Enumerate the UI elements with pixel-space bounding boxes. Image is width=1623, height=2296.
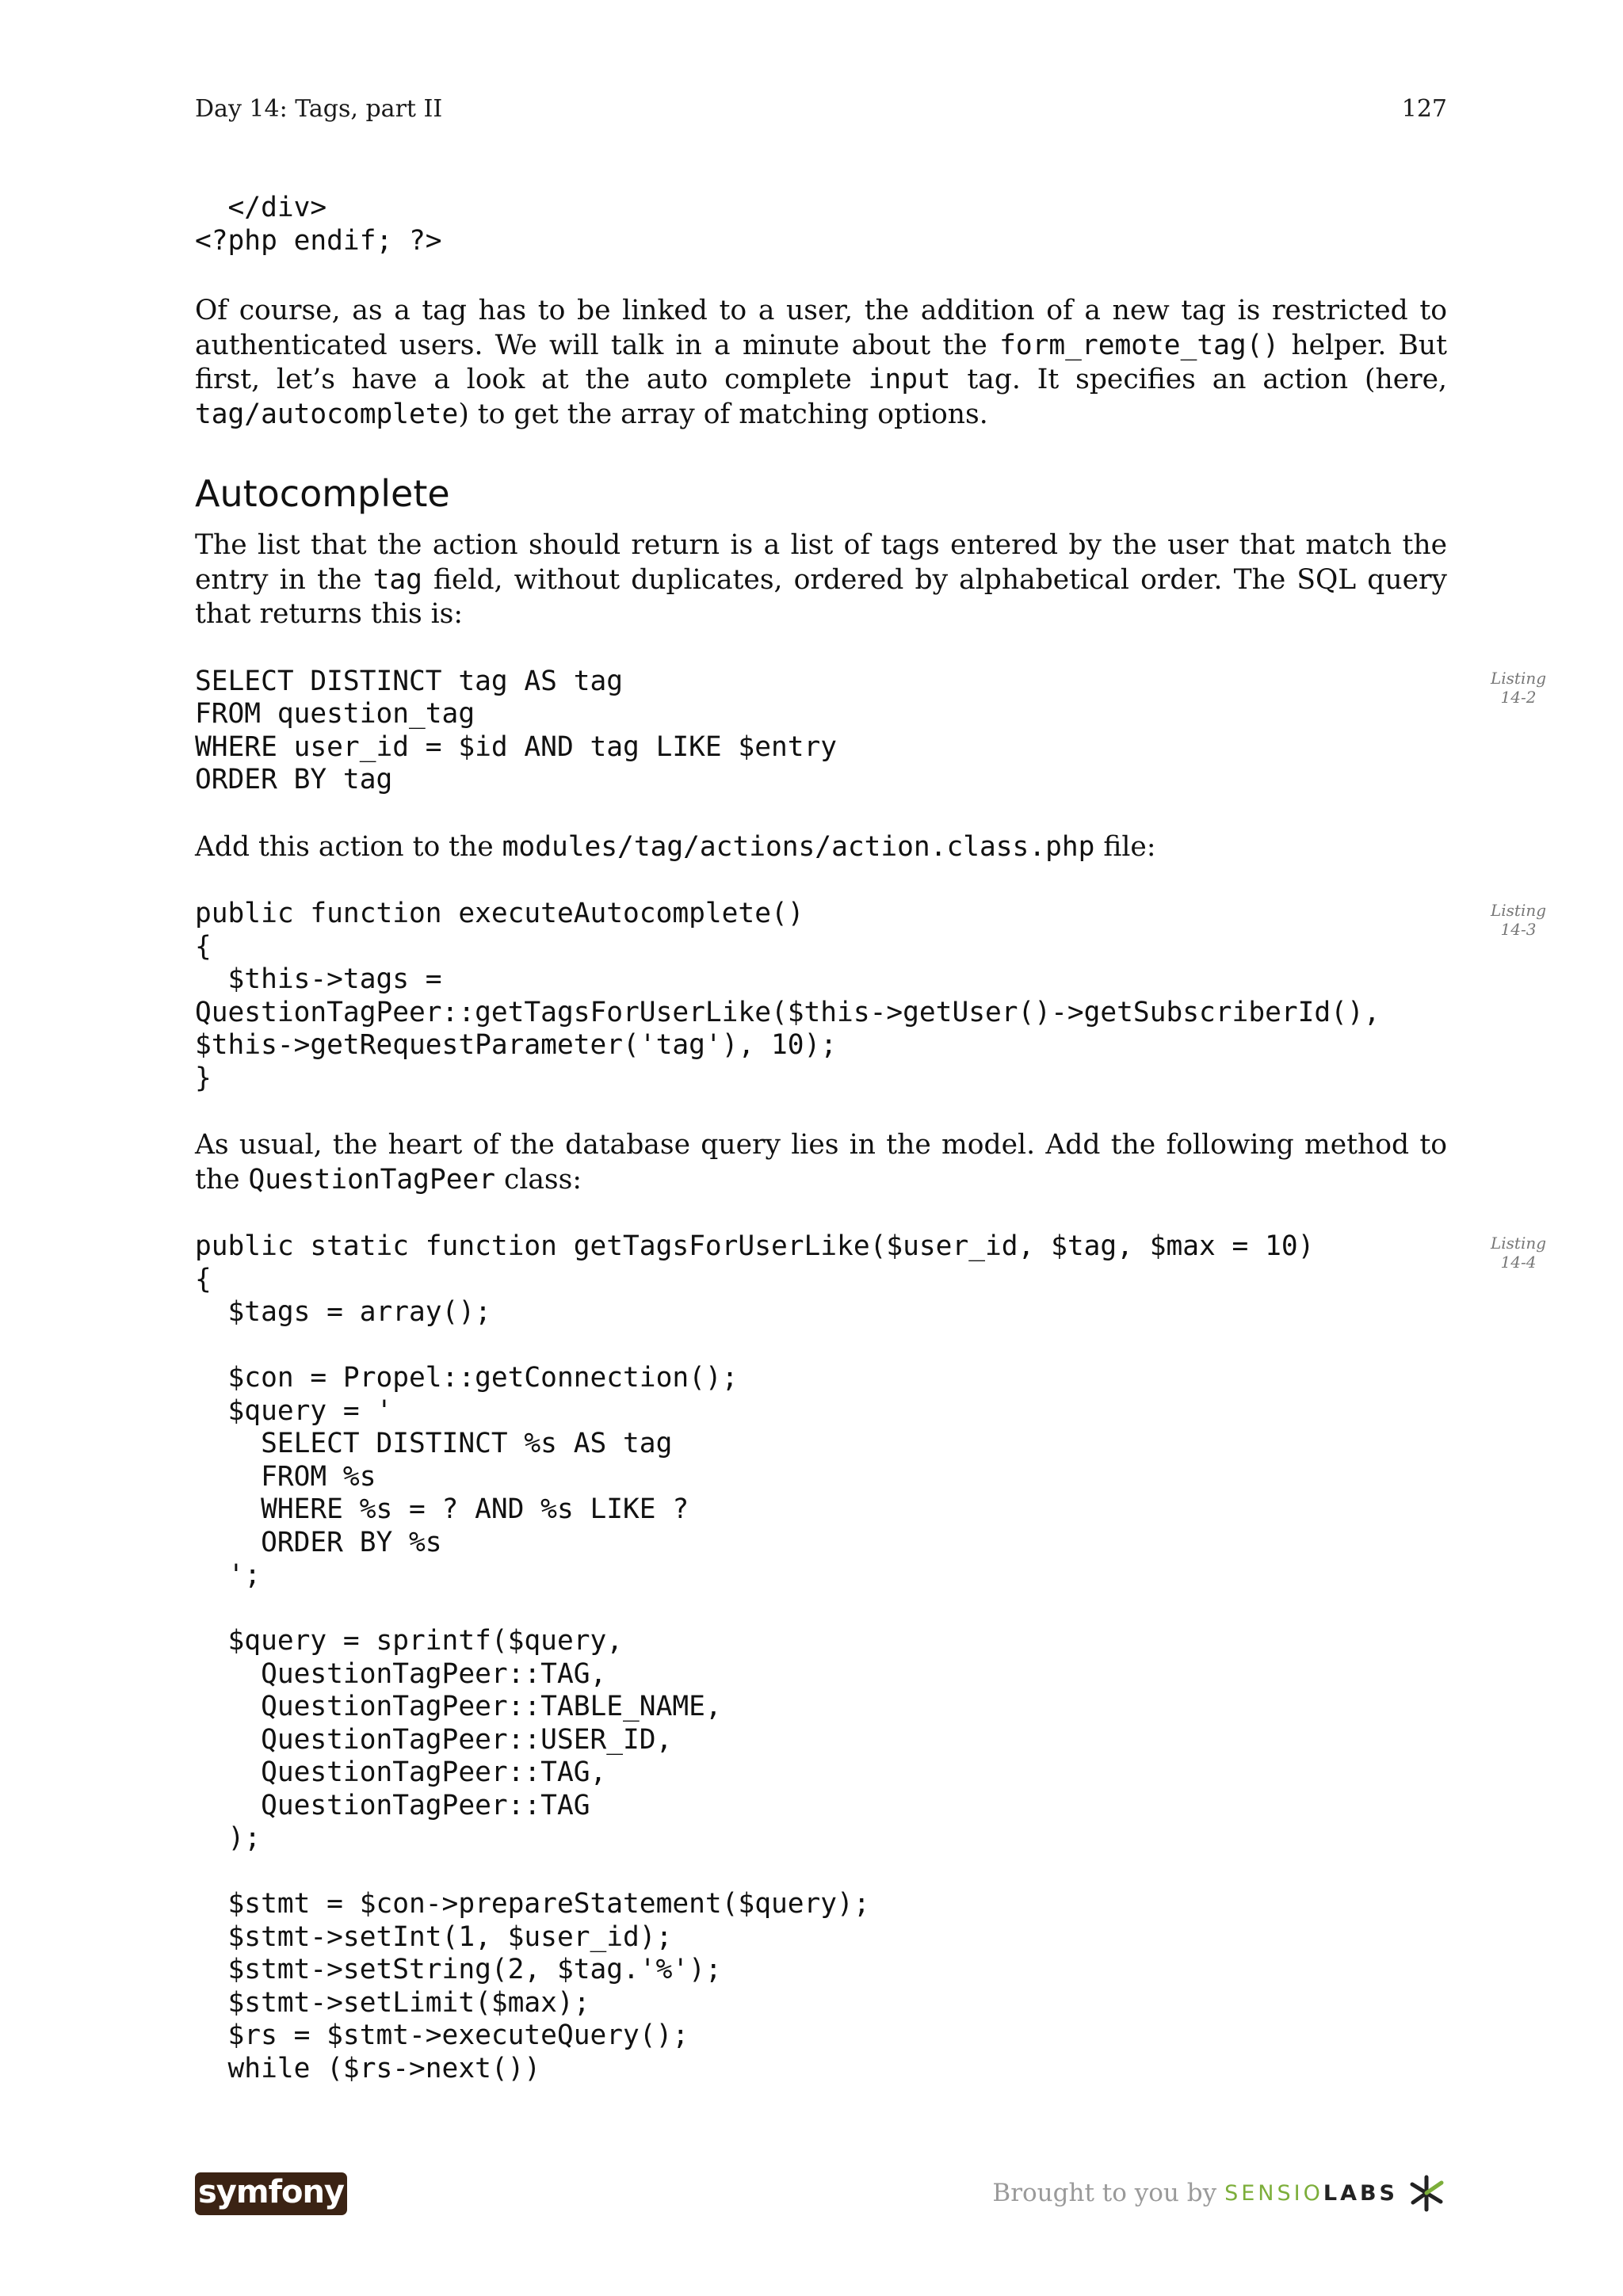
para-text: field, without duplicates, ordered by alphabetical order. The SQL query that returns this is: bbox=[195, 563, 1447, 630]
sql-code-block bbox=[195, 666, 1447, 797]
code-line: WHERE %s = ? AND %s LIKE ? bbox=[195, 1493, 689, 1525]
footer-credit bbox=[992, 2169, 1447, 2217]
listing-14-2 bbox=[195, 665, 1547, 797]
code-line: $query = sprintf($query, bbox=[195, 1625, 624, 1657]
code-line: $con = Propel::getConnection(); bbox=[195, 1362, 739, 1394]
code-line: <?php endif; ?> bbox=[195, 224, 442, 257]
code-line: ); bbox=[195, 1822, 262, 1854]
code-line: QuestionTagPeer::USER_ID, bbox=[195, 1723, 673, 1756]
symfony-logo bbox=[195, 2172, 347, 2215]
para-text: ) to get the array of matching options. bbox=[458, 398, 988, 430]
para-text: Of course, as a tag has to be linked to a user, the addition of a new tag is restricted to authenticated users. We will talk in a minute about the bbox=[195, 295, 1447, 361]
listing-number: 14-2 bbox=[1500, 687, 1537, 707]
code-line: QuestionTagPeer::TAG, bbox=[195, 1756, 607, 1788]
code-line: $rs = $stmt->executeQuery(); bbox=[195, 2019, 689, 2051]
para-text: class: bbox=[495, 1163, 582, 1196]
code-line: ORDER BY %s bbox=[195, 1526, 442, 1558]
sensiolabs-star-icon bbox=[1406, 2172, 1447, 2214]
para-text: tag. It specifies an action (here, bbox=[950, 364, 1447, 395]
logo-text: symfony bbox=[198, 2174, 344, 2210]
code-line: QuestionTagPeer::TAG bbox=[195, 1789, 590, 1821]
brand-sensio: SENSIO bbox=[1224, 2180, 1323, 2206]
brought-to-you-text: Brought to you by bbox=[992, 2179, 1217, 2207]
code-line: '; bbox=[195, 1559, 262, 1591]
code-line: SELECT DISTINCT tag AS tag bbox=[195, 665, 624, 697]
listing-14-4 bbox=[195, 1230, 1547, 2085]
paragraph-model bbox=[195, 1128, 1447, 1197]
paragraph-autocomplete bbox=[195, 528, 1447, 632]
code-line bbox=[195, 1329, 1447, 1363]
code-line: FROM question_tag bbox=[195, 698, 475, 730]
code-line: } bbox=[195, 1062, 212, 1094]
inline-code: tag/autocomplete bbox=[195, 398, 459, 430]
section-heading: Autocomplete bbox=[195, 472, 450, 515]
code-line: WHERE user_id = $id AND tag LIKE $entry bbox=[195, 730, 838, 763]
inline-code: form_remote_tag() bbox=[999, 329, 1280, 361]
code-line: QuestionTagPeer::TAG, bbox=[195, 1657, 607, 1690]
listing-word: Listing bbox=[1490, 901, 1547, 920]
code-line: $this->getRequestParameter('tag'), 10); bbox=[195, 1029, 838, 1061]
code-line: </div> bbox=[195, 192, 327, 223]
para-text: helper. But first, let’s have a look at the auto complete bbox=[195, 329, 1447, 395]
code-line: $query = ' bbox=[195, 1394, 393, 1427]
code-line: $stmt->setString(2, $tag.'%'); bbox=[195, 1954, 722, 1985]
code-line: QuestionTagPeer::TABLE_NAME, bbox=[195, 1691, 722, 1722]
running-header bbox=[195, 95, 1447, 135]
chapter-title: Day 14: Tags, part II bbox=[195, 95, 443, 123]
code-line: while ($rs->next()) bbox=[195, 2052, 541, 2084]
inline-code: QuestionTagPeer bbox=[248, 1163, 496, 1196]
inline-code: input bbox=[868, 364, 951, 395]
listing-number: 14-4 bbox=[1500, 1253, 1537, 1272]
listing-label bbox=[1439, 901, 1598, 939]
para-text: The list that the action should return is a list of tags entered by the user that match the entry in the bbox=[195, 529, 1447, 596]
listing-number: 14-3 bbox=[1500, 920, 1537, 939]
code-line: QuestionTagPeer::getTagsForUserLike($this->getUser()->getSubscriberId(), bbox=[195, 996, 1381, 1028]
code-line: FROM %s bbox=[195, 1460, 376, 1493]
paragraph-intro bbox=[195, 294, 1447, 432]
page-content bbox=[195, 192, 1547, 2085]
code-line: { bbox=[195, 1263, 212, 1295]
sensiolabs-wordmark bbox=[1224, 2181, 1398, 2206]
code-line: public function executeAutocomplete() bbox=[195, 898, 804, 929]
inline-code: modules/tag/actions/action.class.php bbox=[502, 830, 1095, 863]
listing-14-3 bbox=[195, 898, 1547, 1095]
code-line bbox=[195, 1592, 1447, 1626]
code-line: { bbox=[195, 930, 212, 963]
listing-label bbox=[1439, 1234, 1598, 1272]
php-code-block bbox=[195, 898, 1447, 1095]
code-line: $stmt->setInt(1, $user_id); bbox=[195, 1920, 673, 1953]
listing-word: Listing bbox=[1490, 1234, 1547, 1253]
paragraph-add-action bbox=[195, 830, 1447, 865]
code-line: public static function getTagsForUserLike($user_id, $tag, $max = 10) bbox=[195, 1230, 1315, 1262]
code-fragment-top bbox=[195, 192, 1447, 257]
code-line: ORDER BY tag bbox=[195, 764, 393, 795]
page-number: 127 bbox=[1401, 95, 1447, 123]
para-text: As usual, the heart of the database query lies in the model. Add the following method to the bbox=[195, 1129, 1447, 1196]
code-line: SELECT DISTINCT %s AS tag bbox=[195, 1428, 673, 1459]
para-text: Add this action to the bbox=[195, 830, 502, 863]
listing-label bbox=[1439, 669, 1598, 707]
code-line: $stmt = $con->prepareStatement($query); bbox=[195, 1888, 870, 1920]
inline-code: tag bbox=[372, 563, 422, 596]
code-line: $tags = array(); bbox=[195, 1296, 491, 1328]
code-line: $stmt->setLimit($max); bbox=[195, 1986, 590, 2019]
para-text: file: bbox=[1094, 830, 1156, 863]
code-line: $this->tags = bbox=[195, 963, 442, 995]
php-method-code-block bbox=[195, 1230, 1447, 2085]
brand-labs: LABS bbox=[1323, 2180, 1398, 2206]
code-line bbox=[195, 1855, 1447, 1889]
listing-word: Listing bbox=[1490, 668, 1547, 688]
